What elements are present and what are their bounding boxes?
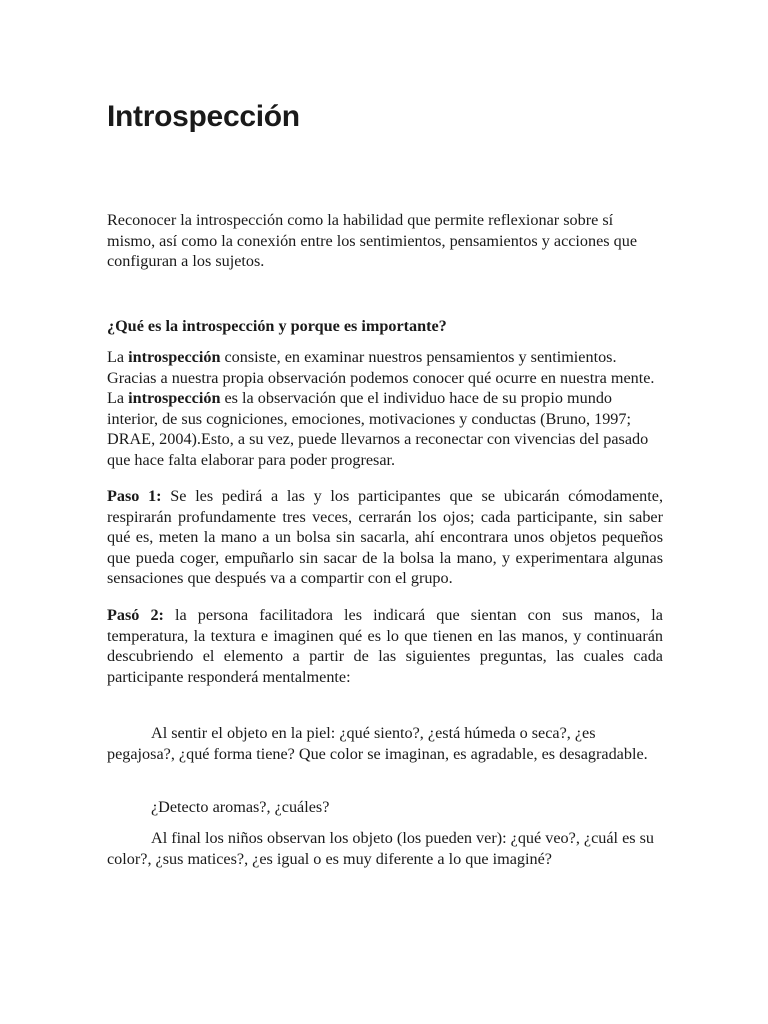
question-paragraph: Al sentir el objeto en la piel: ¿qué siento?, ¿está húmeda o seca?, ¿es pegajosa?, ¿qué forma tiene? Que color se imaginan, es agradable, es desagradable.	[107, 724, 648, 763]
section-question-heading: ¿Qué es la introspección y porque es importante?	[107, 317, 447, 335]
definition-term: introspección	[128, 348, 221, 366]
question-paragraph: Al final los niños observan los objeto (los pueden ver): ¿qué veo?, ¿cuál es su color?, ¿sus matices?, ¿es igual o es muy diferente a lo que imaginé?	[107, 829, 655, 868]
definition-prefix: La	[107, 348, 129, 366]
definition-term: introspección	[128, 389, 221, 408]
step-2-paragraph	[107, 605, 663, 687]
intro-paragraph: Reconocer la introspección como la habilidad que permite reflexionar sobre sí mismo, así como la conexión entre los sentimientos, pensamientos y acciones que configuran a los sujetos.	[107, 211, 638, 271]
question-paragraph: ¿Detecto aromas?, ¿cuáles?	[151, 798, 330, 816]
step-2-text: la persona facilitadora les indicará que sientan con sus manos, la temperatura, la textura e imaginen qué es lo que tienen en las manos, y continuarán descubriendo el elemento a partir de las siguientes preguntas, las cuales cada participante responderá mentalmente:	[107, 606, 663, 686]
step-1-paragraph	[107, 486, 663, 589]
definition-paragraph	[107, 347, 663, 471]
step-1-label: Paso 1:	[107, 487, 162, 505]
document-title: Introspección	[107, 100, 300, 133]
definition-text: consiste, en examinar nuestros pensamientos y sentimientos. Gracias a nuestra propia observación podemos conocer qué ocurre en nuestra mente. La	[107, 348, 655, 408]
step-2-label: Pasó 2:	[107, 606, 164, 624]
step-1-text: Se les pedirá a las y los participantes que se ubicarán cómodamente, respirarán profundamente tres veces, cerrarán los ojos; cada participante, sin saber qué es, meten la mano a un bolsa sin sacarla, ahí encontrara unos objetos pequeños que pueda coger, empuñarlo sin sacar de la bolsa la mano, y experimentara algunas sensaciones que después va a compartir con el grupo.	[107, 487, 664, 588]
definition-text: es la observación que el individuo hace de su propio mundo interior, de sus cogniciones, emociones, motivaciones y conductas (Bruno, 1997; DRAE, 2004).Esto, a su vez, puede llevarnos a reconectar con vivencias del pasado que hace falta elaborar para poder progresar.	[107, 389, 649, 469]
